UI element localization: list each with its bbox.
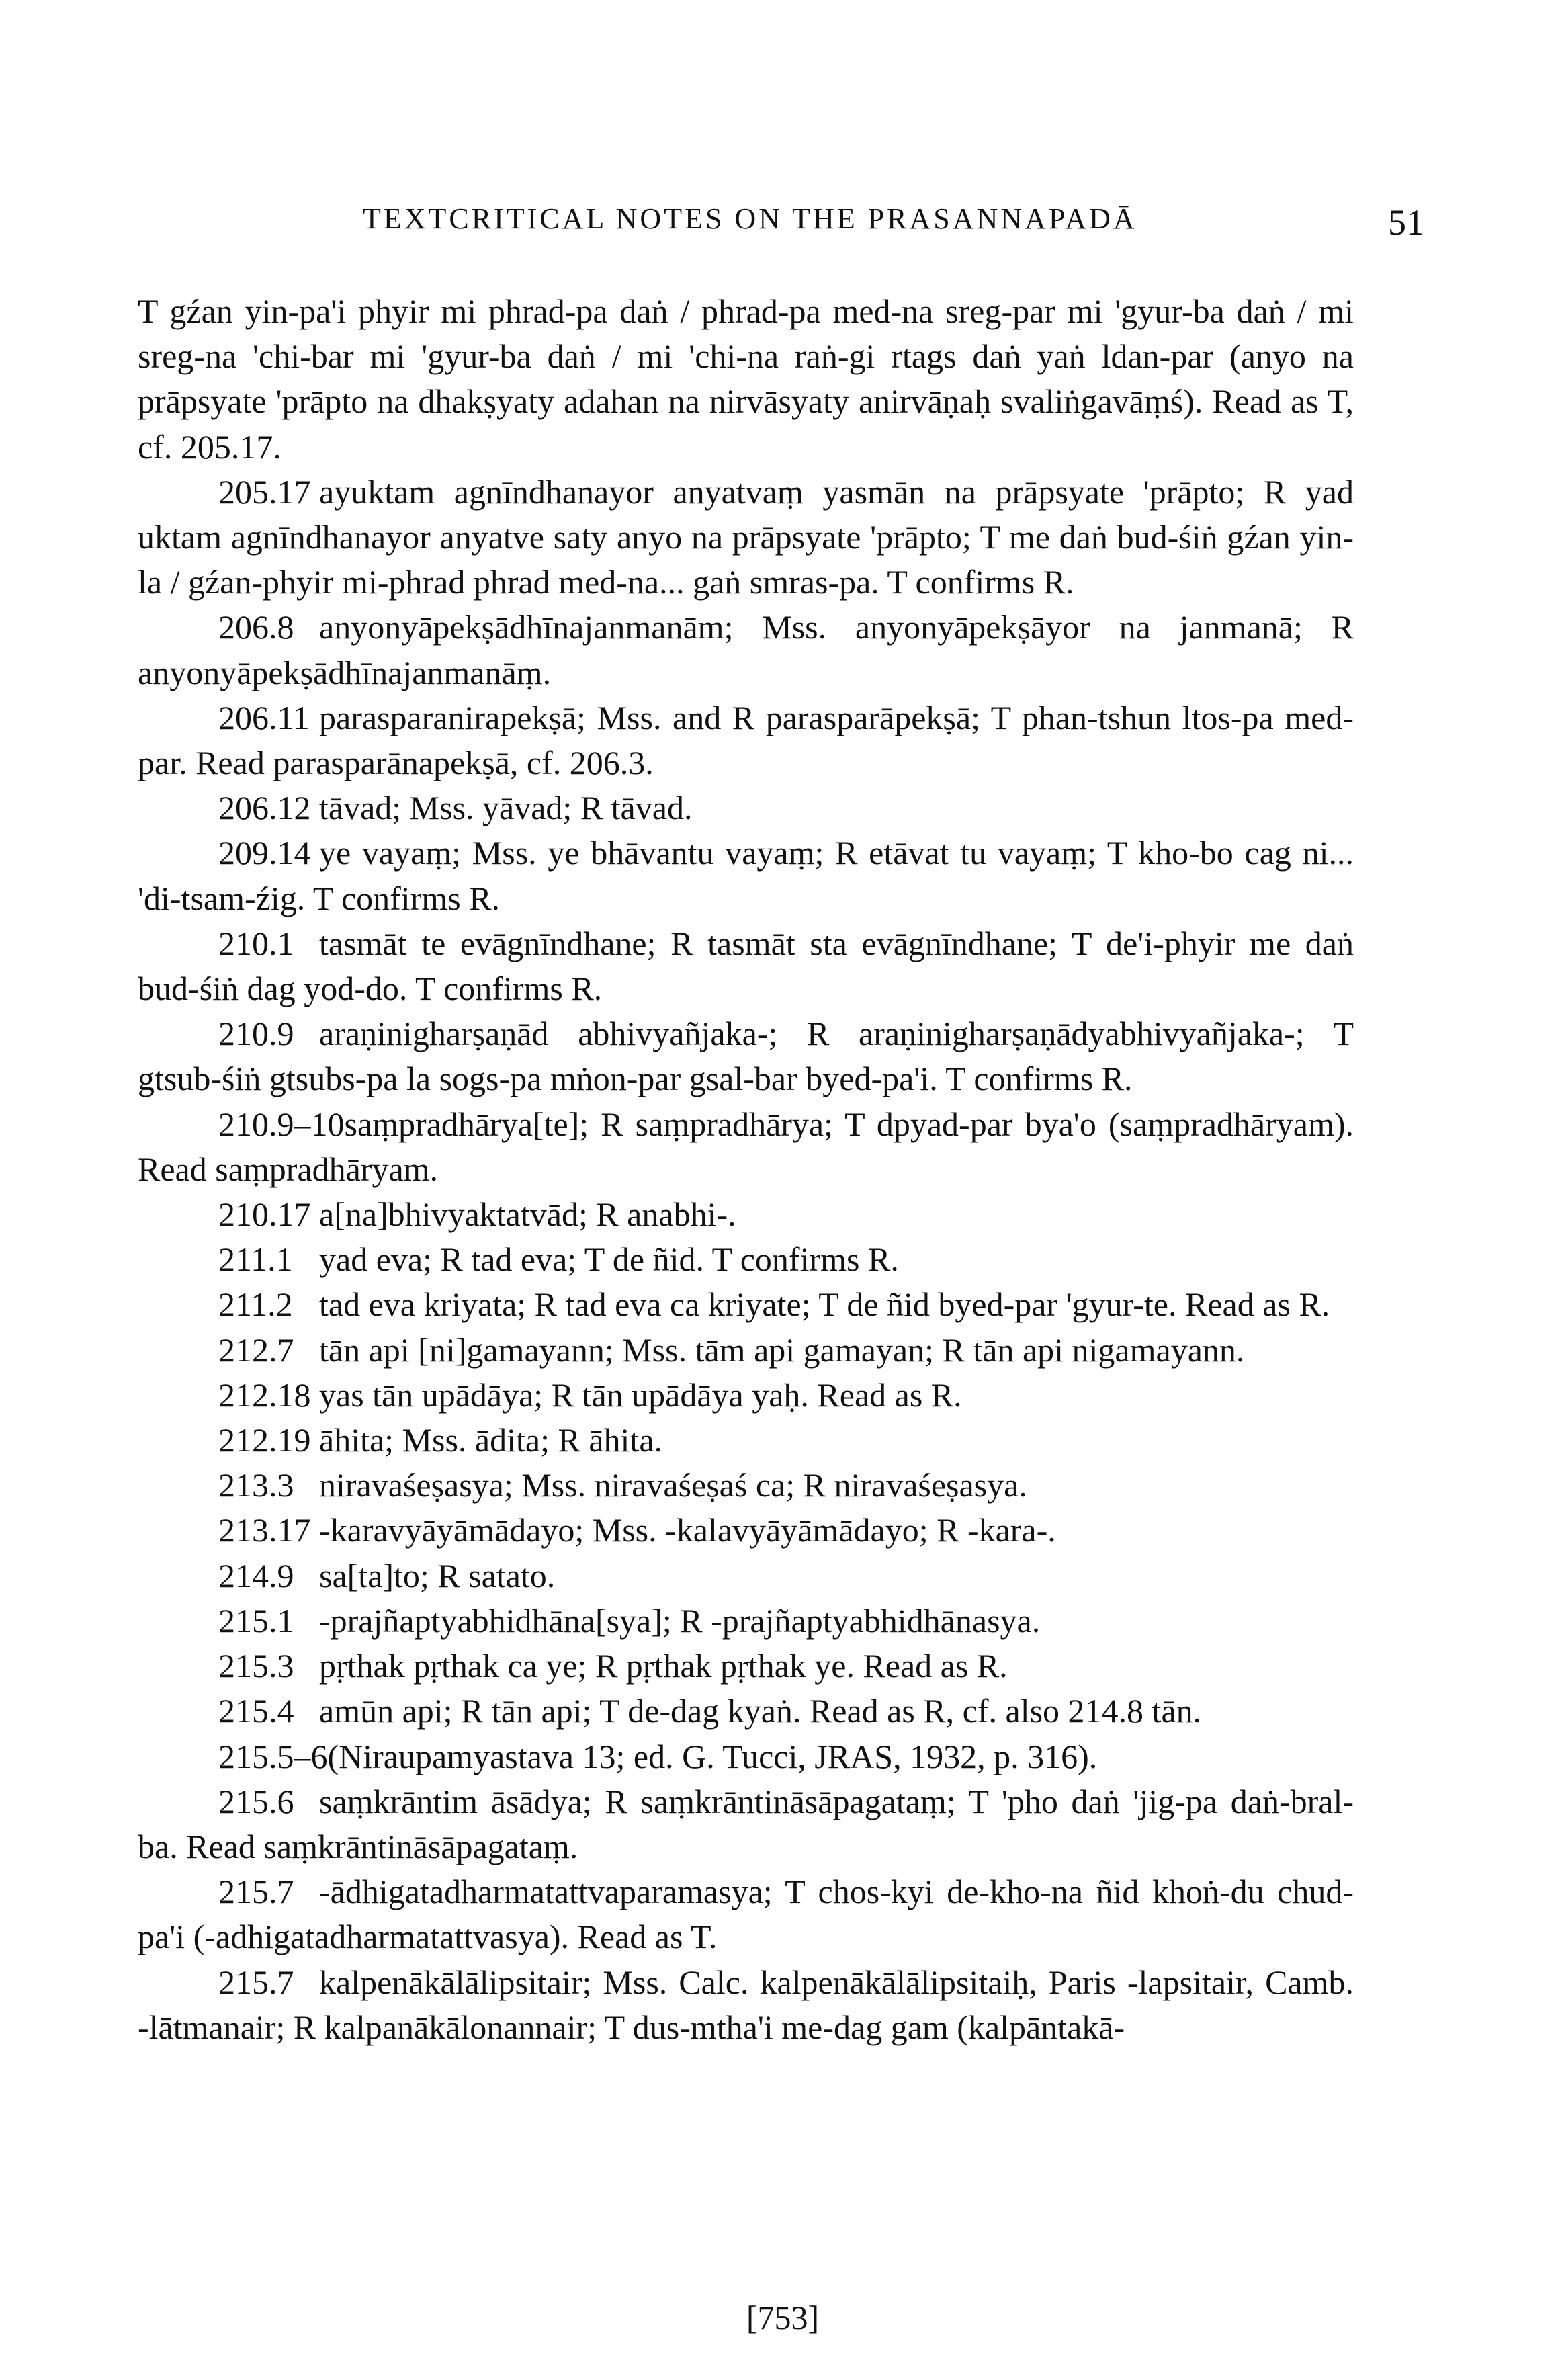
note-reference: 210.17 [218, 1195, 311, 1234]
note-reference: 209.14 [218, 834, 311, 872]
note-entry [138, 1192, 1354, 1237]
note-entry [138, 1373, 1354, 1418]
note-text: tān api [ni]gamayann; Mss. tām api gamayan; R tān api nigamayann. [319, 1330, 1245, 1369]
note-reference: 212.7 [218, 1330, 294, 1369]
note-text: parasparanirapekṣā; Mss. and R parasparāpekṣā; T phan-tshun ltos-pa med-par. Read parasparānapekṣā, cf. 206.3. [138, 698, 1354, 782]
note-text: ayuktam agnīndhanayor anyatvaṃ yasmān na prāpsyate 'prāpto; R yad uktam agnīndhanayor anyatve saty anyo na prāpsyate 'prāpto; T me daṅ bud-śiṅ gźan yin-la / gźan-phyir mi-phrad phrad med-na... gaṅ smras-pa. T confirms R. [138, 472, 1354, 601]
note-reference: 206.12 [218, 789, 311, 827]
note-entry [138, 1102, 1354, 1192]
note-reference: 215.7 [218, 1873, 294, 1911]
note-entry [138, 1734, 1354, 1779]
note-reference: 210.1 [218, 924, 294, 962]
note-text: anyonyāpekṣādhīnajanmanām; Mss. anyonyāpekṣāyor na janmanā; R anyonyāpekṣādhīnajanmanāṃ. [138, 608, 1354, 691]
note-reference: 215.6 [218, 1782, 294, 1820]
note-reference: 214.9 [218, 1556, 294, 1595]
note-entry [138, 1554, 1354, 1599]
note-reference: 211.1 [218, 1240, 293, 1279]
note-text: yad eva; R tad eva; T de ñid. T confirms R. [319, 1240, 899, 1279]
note-entry [138, 1960, 1354, 2050]
note-text: sa[ta]to; R satato. [319, 1556, 556, 1595]
note-text: (Niraupamyastava 13; ed. G. Tucci, JRAS, 1932, p. 316). [327, 1737, 1098, 1775]
note-reference: 212.19 [218, 1421, 311, 1459]
note-reference: 206.8 [218, 608, 294, 646]
note-text: kalpenākālālipsitair; Mss. Calc. kalpenākālālipsitaiḥ, Paris -lapsitair, Camb. -lātmanair; R kalpanākālonannair; T dus-mtha'i me-dag gam (kalpāntakā- [138, 1963, 1354, 2046]
note-reference: 213.3 [218, 1466, 294, 1504]
note-entry [138, 831, 1354, 921]
note-entry [138, 1011, 1354, 1101]
note-entry [138, 1282, 1354, 1327]
note-reference: 211.2 [218, 1285, 293, 1324]
note-reference: 215.7 [218, 1963, 294, 2001]
note-reference: 212.18 [218, 1375, 311, 1414]
note-entry [138, 1869, 1354, 1959]
note-text: tad eva kriyata; R tad eva ca kriyate; T de ñid byed-par 'gyur-te. Read as R. [319, 1285, 1330, 1324]
note-entry [138, 1779, 1354, 1869]
note-entry [138, 1689, 1354, 1734]
note-reference: 205.17 [218, 472, 311, 511]
note-entry [138, 785, 1354, 831]
note-reference: 210.9 [218, 1015, 294, 1053]
page-number: 51 [1388, 202, 1424, 243]
note-text: amūn api; R tān api; T de-dag kyaṅ. Read as R, cf. also 214.8 tān. [319, 1692, 1202, 1730]
note-text: -karavyāyāmādayo; Mss. -kalavyāyāmādayo; R -kara-. [319, 1511, 1056, 1549]
note-text: -prajñaptyabhidhāna[sya]; R -prajñaptyabhidhānasya. [319, 1601, 1041, 1640]
folio-number: [753] [746, 2299, 820, 2336]
page-header [363, 202, 1424, 243]
note-entry [138, 470, 1354, 605]
note-entry [138, 605, 1354, 695]
note-text: saṃpradhārya[te]; R saṃpradhārya; T dpyad-par bya'o (saṃpradhāryam). Read saṃpradhāryam. [138, 1105, 1354, 1188]
note-text: tasmāt te evāgnīndhane; R tasmāt sta evāgnīndhane; T de'i-phyir me daṅ bud-śiṅ dag yod-do. T confirms R. [138, 924, 1354, 1008]
note-text: pṛthak pṛthak ca ye; R pṛthak pṛthak ye. Read as R. [319, 1647, 1008, 1685]
note-entry [138, 1328, 1354, 1373]
note-text: tāvad; Mss. yāvad; R tāvad. [319, 789, 693, 827]
note-reference: 213.17 [218, 1511, 311, 1549]
note-text: -ādhigatadharmatattvaparamasya; T chos-kyi de-kho-na ñid khoṅ-du chud-pa'i (-adhigatadharmatattvasya). Read as T. [138, 1873, 1354, 1956]
note-entry [138, 1463, 1354, 1508]
note-entry [138, 1418, 1354, 1463]
note-reference: 206.11 [218, 698, 310, 736]
note-entry [138, 1237, 1354, 1282]
note-entry [138, 695, 1354, 785]
note-reference: 215.3 [218, 1647, 294, 1685]
notes-list [138, 470, 1354, 2050]
note-text: saṃkrāntim āsādya; R saṃkrāntināsāpagataṃ; T 'pho daṅ 'jig-pa daṅ-bral-ba. Read saṃkrāntināsāpagataṃ. [138, 1782, 1354, 1865]
note-reference: 215.5–6 [218, 1737, 328, 1775]
note-reference: 215.4 [218, 1692, 294, 1730]
note-text: yas tān upādāya; R tān upādāya yaḥ. Read as R. [319, 1375, 962, 1414]
intro-paragraph: T gźan yin-pa'i phyir mi phrad-pa daṅ / phrad-pa med-na sreg-par mi 'gyur-ba daṅ / mi sreg-na 'chi-bar mi 'gyur-ba daṅ / mi 'chi-na raṅ-gi rtags daṅ yaṅ ldan-par (anyo na prāpsyate 'prāpto na dhakṣyaty adahan na nirvāsyaty anirvāṇaḥ svaliṅgavāṃś). Read as T, cf. 205.17. [138, 292, 1354, 466]
note-text: ye vayaṃ; Mss. ye bhāvantu vayaṃ; R etāvat tu vayaṃ; T kho-bo cag ni... 'di-tsam-źig. T confirms R. [138, 834, 1354, 917]
note-entry [138, 921, 1354, 1011]
note-entry [138, 1644, 1354, 1689]
note-reference: 210.9–10 [218, 1105, 345, 1143]
note-text: niravaśeṣasya; Mss. niravaśeṣaś ca; R niravaśeṣasya. [319, 1466, 1027, 1504]
note-text: a[na]bhivyaktatvād; R anabhi-. [319, 1195, 736, 1234]
note-entry [138, 1599, 1354, 1644]
note-text: āhita; Mss. ādita; R āhita. [319, 1421, 663, 1459]
note-entry [138, 1508, 1354, 1553]
running-title: TEXTCRITICAL NOTES ON THE PRASANNAPADĀ [363, 202, 1137, 235]
note-reference: 215.1 [218, 1601, 294, 1640]
note-text: araṇinigharṣaṇād abhivyañjaka-; R araṇinigharṣaṇādyabhivyañjaka-; T gtsub-śiṅ gtsubs-pa la sogs-pa mṅon-par gsal-bar byed-pa'i. T confirms R. [138, 1015, 1354, 1098]
notes-body [138, 289, 1354, 2050]
